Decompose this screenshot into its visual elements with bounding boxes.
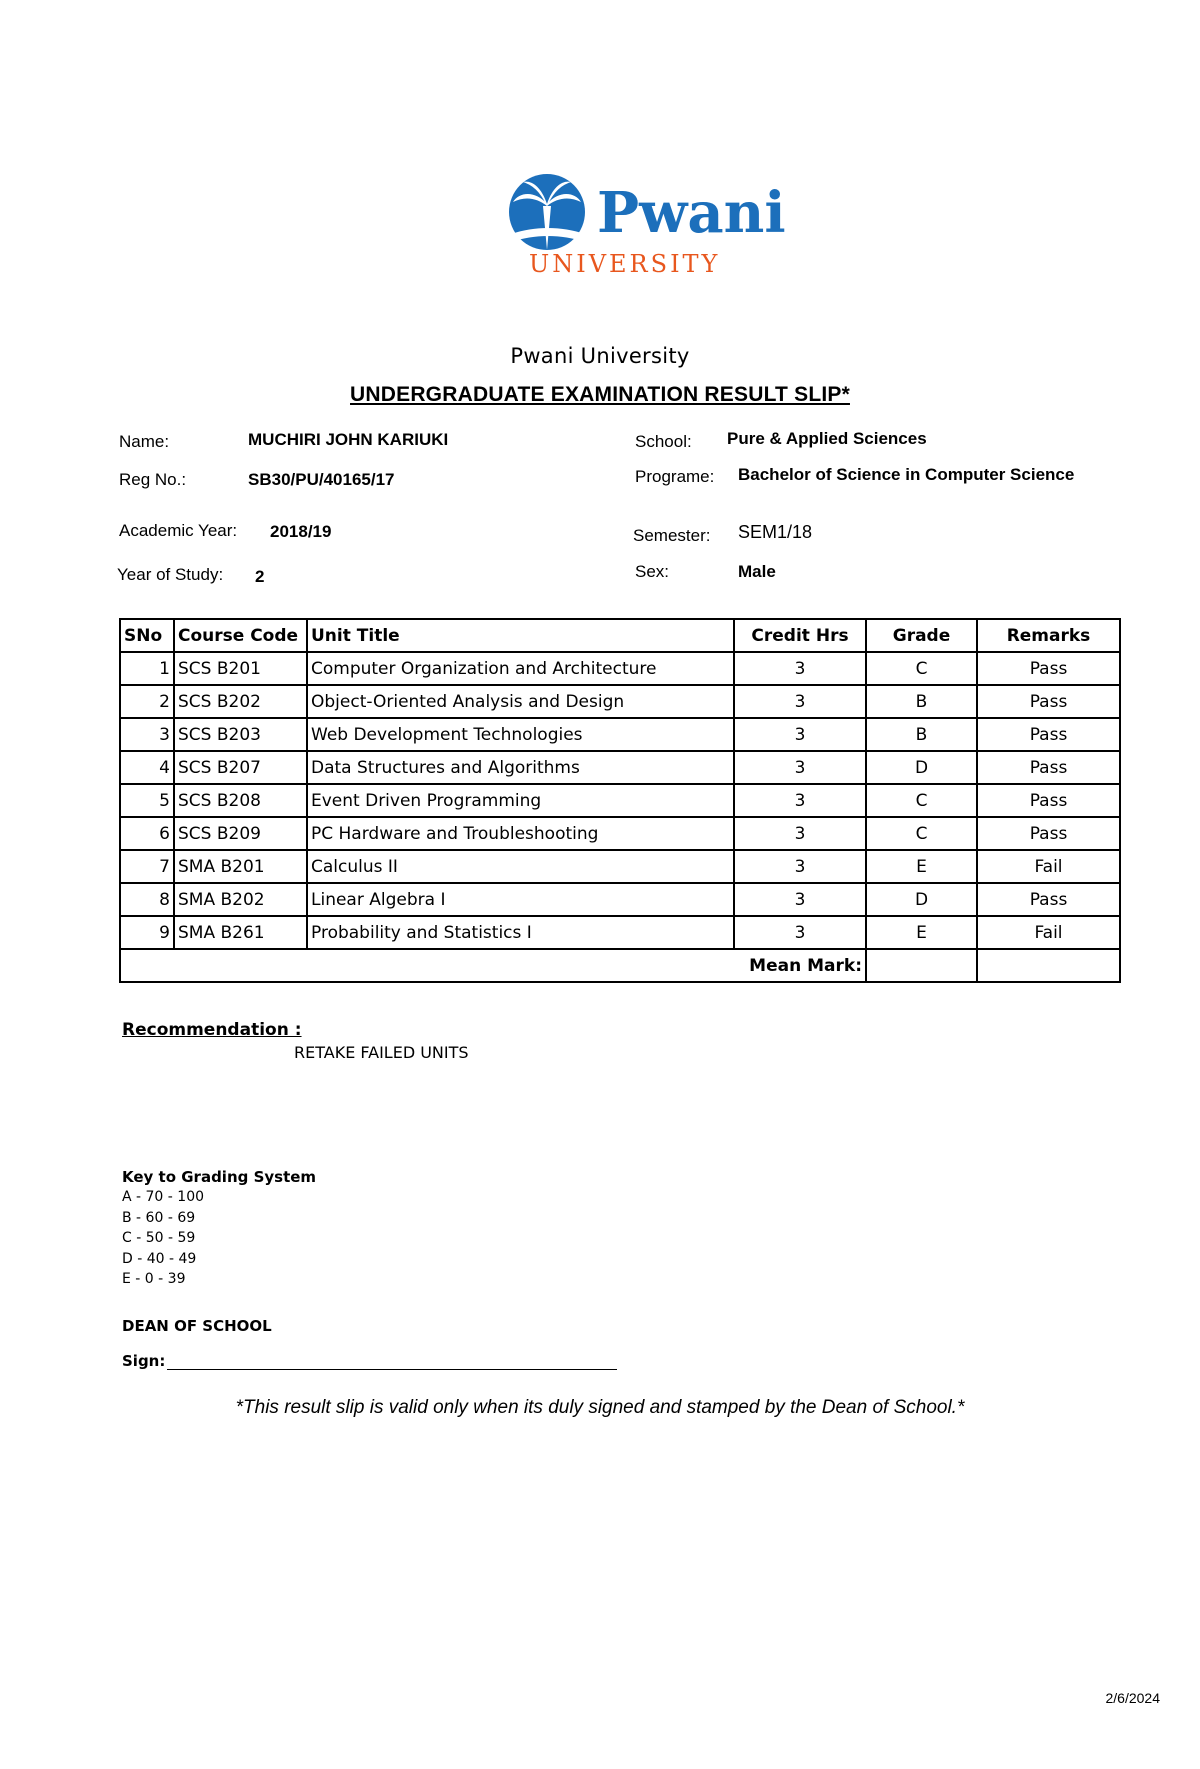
results-table (119, 618, 1121, 983)
programme-name: Bachelor of Science in Computer Science (738, 465, 1075, 484)
year-of-study-label: Year of Study: (117, 565, 224, 584)
credit-hrs-cell: 3 (734, 817, 866, 850)
validity-note: *This result slip is valid only when its duly signed and stamped by the Dean of School.* (235, 1397, 965, 1418)
grade-cell: D (866, 751, 977, 784)
grading-key-line: A - 70 - 100 (122, 1189, 205, 1205)
university-logo (505, 172, 786, 282)
mean-mark-row (120, 949, 1120, 982)
header-remarks: Remarks (977, 619, 1120, 652)
grading-key-title: Key to Grading System (122, 1168, 317, 1186)
sno-cell: 5 (120, 784, 174, 817)
remarks-cell: Pass (977, 883, 1120, 916)
table-row (120, 751, 1120, 784)
credit-hrs-cell: 3 (734, 883, 866, 916)
university-name: Pwani University (510, 344, 690, 368)
grading-key-line: D - 40 - 49 (122, 1251, 197, 1267)
table-row (120, 883, 1120, 916)
remarks-cell: Pass (977, 685, 1120, 718)
reg-label: Reg No.: (119, 470, 187, 489)
remarks-cell: Pass (977, 652, 1120, 685)
table-row (120, 652, 1120, 685)
unit-title-cell: Computer Organization and Architecture (307, 652, 734, 685)
sno-cell: 8 (120, 883, 174, 916)
logo-wordmark: Pwani (597, 180, 786, 246)
unit-title-cell: Object-Oriented Analysis and Design (307, 685, 734, 718)
sno-cell: 9 (120, 916, 174, 949)
recommendation-text: RETAKE FAILED UNITS (294, 1043, 469, 1062)
table-row (120, 685, 1120, 718)
sno-cell: 4 (120, 751, 174, 784)
remarks-cell: Fail (977, 916, 1120, 949)
reg-number: SB30/PU/40165/17 (248, 470, 395, 489)
credit-hrs-cell: 3 (734, 652, 866, 685)
page-title: UNDERGRADUATE EXAMINATION RESULT SLIP* (350, 383, 850, 406)
sno-cell: 2 (120, 685, 174, 718)
student-name: MUCHIRI JOHN KARIUKI (248, 430, 449, 449)
course-code-cell: SCS B207 (174, 751, 307, 784)
grade-cell: B (866, 685, 977, 718)
unit-title-cell: Calculus II (307, 850, 734, 883)
sno-cell: 1 (120, 652, 174, 685)
academic-year: 2018/19 (270, 522, 332, 541)
header-grade: Grade (866, 619, 977, 652)
table-header-row (120, 619, 1120, 652)
school-label: School: (635, 432, 692, 451)
recommendation-label: Recommendation : (122, 1020, 302, 1040)
mean-mark-value (866, 949, 977, 982)
grade-cell: C (866, 817, 977, 850)
palm-tree-logo-icon (505, 172, 786, 282)
grading-key-line: E - 0 - 39 (122, 1271, 186, 1287)
sex-value: Male (738, 562, 776, 581)
grade-cell: C (866, 652, 977, 685)
sign-underline (167, 1355, 617, 1370)
table-row (120, 850, 1120, 883)
table-row (120, 916, 1120, 949)
grade-cell: D (866, 883, 977, 916)
grade-cell: C (866, 784, 977, 817)
course-code-cell: SCS B203 (174, 718, 307, 751)
credit-hrs-cell: 3 (734, 718, 866, 751)
remarks-cell: Pass (977, 718, 1120, 751)
header-unit-title: Unit Title (307, 619, 734, 652)
grade-cell: E (866, 850, 977, 883)
table-row (120, 718, 1120, 751)
semester-value: SEM1/18 (738, 522, 813, 542)
header-sno: SNo (120, 619, 174, 652)
unit-title-cell: Data Structures and Algorithms (307, 751, 734, 784)
school-name: Pure & Applied Sciences (727, 429, 927, 448)
signature-line (122, 1352, 617, 1370)
credit-hrs-cell: 3 (734, 751, 866, 784)
credit-hrs-cell: 3 (734, 850, 866, 883)
mean-mark-extra (977, 949, 1120, 982)
year-of-study: 2 (255, 567, 265, 586)
dean-of-school-label: DEAN OF SCHOOL (122, 1317, 272, 1335)
course-code-cell: SMA B261 (174, 916, 307, 949)
name-label: Name: (119, 432, 170, 451)
academic-year-label: Academic Year: (119, 521, 238, 540)
sex-label: Sex: (635, 562, 670, 581)
grade-cell: E (866, 916, 977, 949)
semester-label: Semester: (633, 526, 711, 545)
unit-title-cell: Linear Algebra I (307, 883, 734, 916)
grading-key-line: C - 50 - 59 (122, 1230, 196, 1246)
table-row (120, 817, 1120, 850)
remarks-cell: Pass (977, 817, 1120, 850)
print-date: 2/6/2024 (1105, 1690, 1160, 1706)
course-code-cell: SMA B201 (174, 850, 307, 883)
mean-mark-label: Mean Mark: (120, 949, 866, 982)
unit-title-cell: Probability and Statistics I (307, 916, 734, 949)
remarks-cell: Pass (977, 784, 1120, 817)
credit-hrs-cell: 3 (734, 685, 866, 718)
sno-cell: 6 (120, 817, 174, 850)
course-code-cell: SMA B202 (174, 883, 307, 916)
programme-label: Programe: (635, 467, 715, 486)
table-row (120, 784, 1120, 817)
header-credit-hrs: Credit Hrs (734, 619, 866, 652)
unit-title-cell: Web Development Technologies (307, 718, 734, 751)
course-code-cell: SCS B201 (174, 652, 307, 685)
unit-title-cell: PC Hardware and Troubleshooting (307, 817, 734, 850)
credit-hrs-cell: 3 (734, 916, 866, 949)
course-code-cell: SCS B208 (174, 784, 307, 817)
sno-cell: 3 (120, 718, 174, 751)
grading-key-line: B - 60 - 69 (122, 1210, 196, 1226)
course-code-cell: SCS B209 (174, 817, 307, 850)
sno-cell: 7 (120, 850, 174, 883)
credit-hrs-cell: 3 (734, 784, 866, 817)
sign-label: Sign: (122, 1352, 166, 1370)
remarks-cell: Pass (977, 751, 1120, 784)
grade-cell: B (866, 718, 977, 751)
logo-subtitle: UNIVERSITY (529, 250, 721, 278)
header-course-code: Course Code (174, 619, 307, 652)
remarks-cell: Fail (977, 850, 1120, 883)
course-code-cell: SCS B202 (174, 685, 307, 718)
unit-title-cell: Event Driven Programming (307, 784, 734, 817)
